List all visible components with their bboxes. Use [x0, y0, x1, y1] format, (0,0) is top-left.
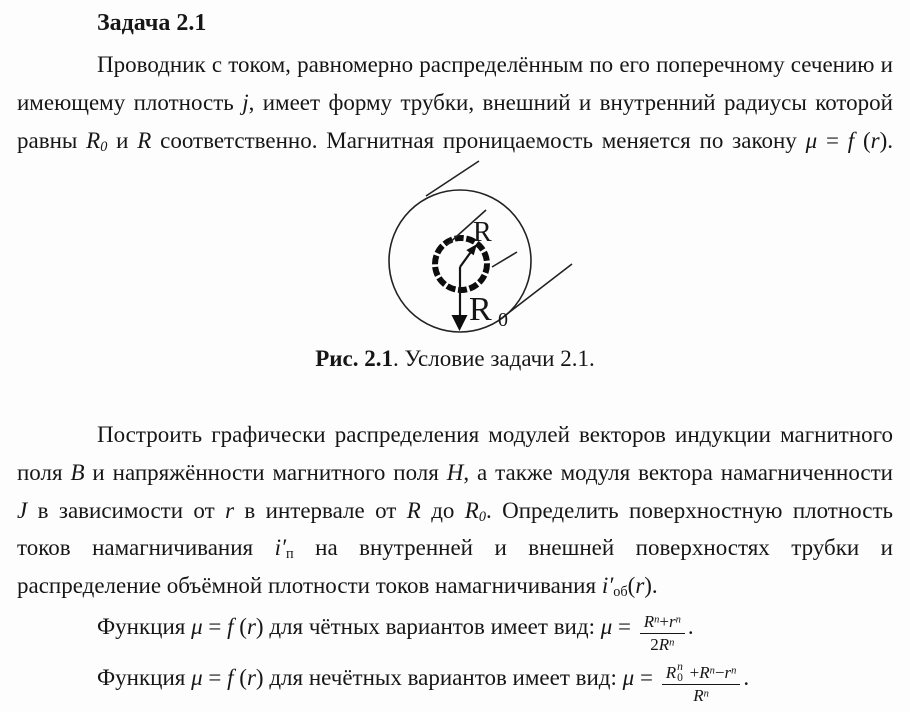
text-run: = [612, 614, 637, 639]
text-run: n [703, 688, 709, 700]
text-run: . [743, 665, 750, 690]
text-run: r [870, 127, 880, 153]
text-run: n [675, 615, 681, 627]
text-run: , имеет форму трубки, внешний и внутренний радиусы которой [248, 89, 893, 115]
text-run: R [643, 612, 655, 632]
text-line [17, 529, 893, 567]
tangent-line-bottom-right [498, 264, 572, 321]
text-run: μ [622, 665, 635, 690]
text-run: , а также модуля вектора намагниченности [463, 459, 893, 485]
paragraph-task [17, 416, 893, 605]
subscript: 0 [677, 670, 683, 684]
text-line [17, 84, 893, 122]
text-run: R [693, 686, 704, 705]
text-run: B [70, 459, 85, 485]
text-run: R [137, 127, 152, 153]
text-run: μ [191, 614, 203, 639]
text-run: . [687, 614, 694, 639]
figure-drawing [365, 155, 665, 355]
fraction [640, 612, 685, 654]
paragraph-formula-even [17, 601, 893, 653]
radius-arrow-R0-head [452, 315, 468, 331]
fraction-denominator [662, 685, 741, 706]
figure-2-1 [365, 155, 665, 355]
text-run: и [107, 127, 138, 153]
text-run: до [420, 497, 465, 523]
text-run: ) для нечётных вариантов имеет вид: [255, 665, 623, 690]
text-line [17, 567, 893, 605]
text-run: = [634, 665, 659, 690]
text-run: H [446, 459, 464, 485]
text-run: + [689, 663, 700, 683]
text-run: = [202, 665, 228, 690]
paragraph-formula-odd [17, 652, 893, 704]
text-run: Проводник с током, равномерно распределённым по его поперечному сечению и [97, 52, 893, 77]
text-run: r [246, 665, 256, 690]
fraction-numerator [662, 659, 741, 685]
text-run: R [658, 635, 670, 654]
text-run: r [225, 497, 235, 523]
text-run: . Определить поверхностную плотность [485, 497, 893, 523]
text-run: n [709, 666, 715, 678]
text-run: ). [644, 573, 658, 599]
text-run: n [669, 637, 675, 649]
text-run: r [724, 663, 732, 683]
text-run: R [665, 663, 677, 683]
figure-caption-number: Рис. 2.1 [315, 346, 393, 371]
figure-label-R: R [473, 217, 492, 248]
text-line [17, 122, 893, 160]
text-run: − [714, 663, 725, 683]
text-run: r [246, 614, 256, 639]
text-run: ( [233, 665, 247, 690]
superscript: n [677, 659, 683, 673]
text-run: об [613, 584, 628, 601]
text-run: μ [805, 127, 818, 153]
text-run: Функция [97, 614, 192, 639]
text-run: 2 [650, 635, 659, 654]
text-run: R [406, 497, 421, 523]
text-run: на внутренней и внешней поверхностях трубки и [293, 535, 893, 561]
fraction-numerator [640, 612, 685, 634]
leader-line-right [492, 252, 517, 267]
text-run: ) для чётных вариантов имеет вид: [255, 614, 601, 639]
text-run: поля [17, 459, 71, 485]
text-run: f [847, 127, 855, 153]
text-run: μ [600, 614, 613, 639]
text-run: Построить графически распределения модулей векторов индукции магнитного [97, 422, 893, 447]
text-run: j [242, 89, 249, 115]
text-run: f [227, 665, 234, 690]
text-line [17, 492, 893, 530]
text-run: равны [17, 127, 87, 153]
text-run: и напряжённости магнитного поля [84, 459, 447, 485]
figure-caption [0, 346, 910, 372]
text-run: = [202, 614, 228, 639]
sup-sub-stack [676, 659, 690, 684]
problem-title: Задача 2.1 [97, 10, 207, 36]
text-run: распределение объёмной плотности токов намагничивания [17, 573, 602, 599]
text-run: соответственно. Магнитная проницаемость меняется по закону [151, 127, 806, 153]
text-run: R [86, 127, 101, 153]
text-line [17, 46, 893, 84]
text-run: r [635, 573, 645, 599]
figure-label-R0-subscript: 0 [498, 309, 508, 331]
text-run: = [817, 127, 848, 153]
text-run: ( [233, 614, 247, 639]
text-run: i′ [274, 535, 287, 561]
text-run: R [464, 497, 479, 523]
text-run: 0 [100, 138, 108, 155]
text-run: 0 [478, 508, 486, 525]
text-run: μ [191, 665, 203, 690]
text-run: R [699, 663, 710, 683]
text-line [17, 652, 893, 704]
text-run: в интервале от [234, 497, 407, 523]
text-run: ( [854, 127, 871, 153]
paragraph-intro [17, 46, 893, 159]
text-run: i′ [601, 573, 614, 599]
text-line [17, 601, 893, 653]
text-run: J [17, 497, 28, 523]
text-run: Функция [97, 665, 192, 690]
figure-caption-text: . Условие задачи 2.1. [393, 346, 595, 371]
text-run: п [286, 546, 294, 563]
text-run: f [227, 614, 234, 639]
text-run: ). [879, 127, 893, 153]
text-run: ( [627, 573, 636, 599]
text-run: n [654, 615, 660, 627]
text-run: имеющему плотность [17, 89, 243, 115]
text-run: + [659, 612, 669, 632]
text-line [17, 416, 893, 454]
text-run: n [731, 666, 737, 678]
text-run: в зависимости от [27, 497, 226, 523]
text-run: токов намагничивания [17, 535, 275, 561]
fraction [662, 659, 741, 705]
text-line [17, 454, 893, 492]
text-run: r [669, 612, 676, 632]
figure-label-R0: R [469, 291, 492, 328]
